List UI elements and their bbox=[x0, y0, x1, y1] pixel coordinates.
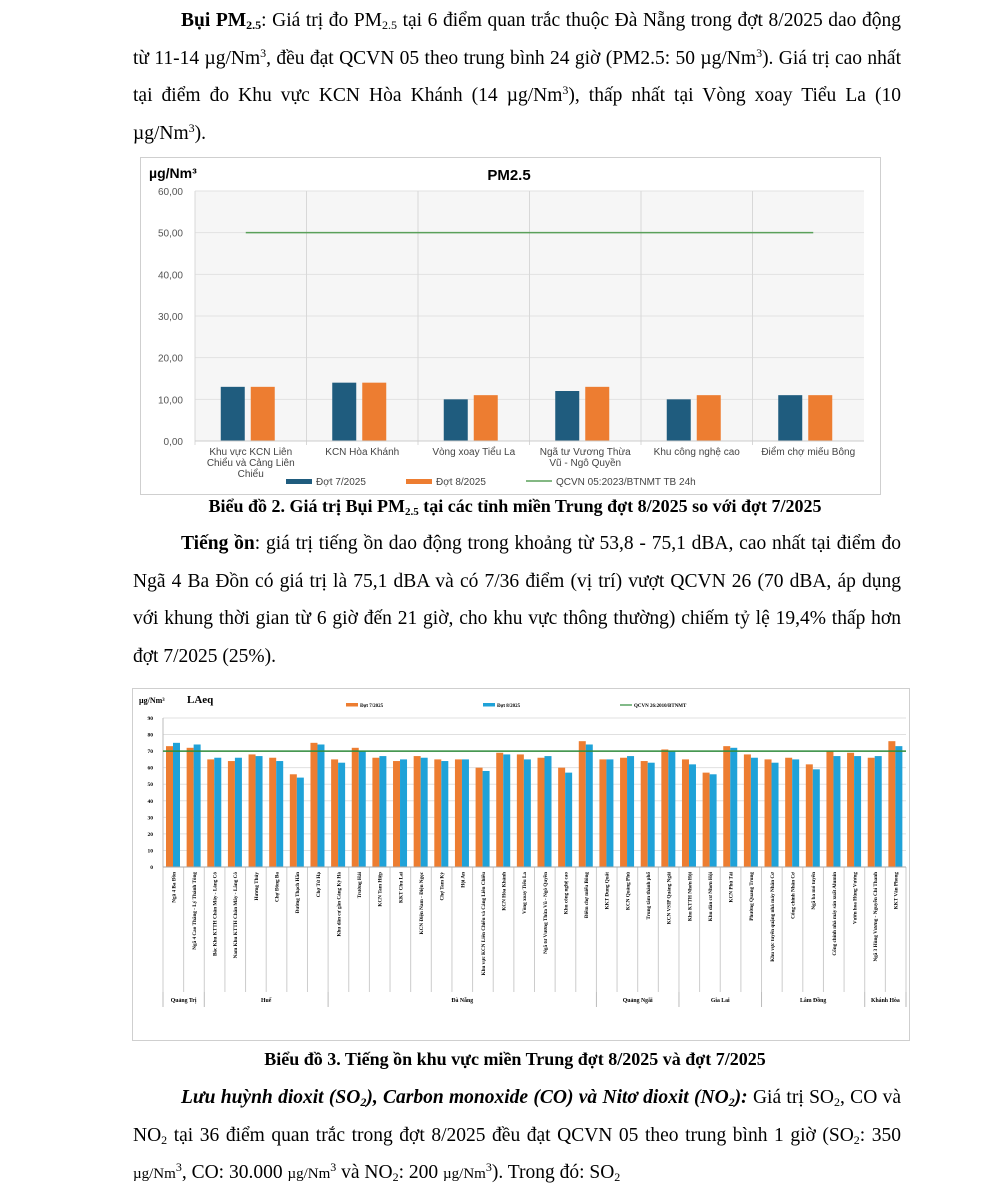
x-tick-label: Trường Hải bbox=[357, 872, 364, 899]
bar-dot-8-2025 bbox=[256, 756, 263, 867]
bar-dot-7-2025 bbox=[393, 761, 400, 867]
text-run: ), thấp nhất tại Vòng xoay Tiểu La (10 µg/Nm bbox=[133, 85, 901, 144]
bar-dot-7-2025 bbox=[331, 759, 338, 867]
caption-chart-2 bbox=[100, 496, 930, 517]
bar-dot-8-2025 bbox=[441, 761, 448, 867]
bar-dot-8-2025 bbox=[606, 759, 613, 867]
bar-dot-7-2025 bbox=[558, 768, 565, 867]
subscript-text: 2 bbox=[614, 1170, 621, 1184]
superscript-text: 3 bbox=[756, 45, 763, 60]
x-tick-label: Nam Khu KTTH Chân Mây - Lăng Cô bbox=[233, 872, 240, 959]
text-run: , CO: 30.000 bbox=[181, 1162, 288, 1183]
text-run: Tiếng ồn bbox=[181, 533, 255, 554]
bar-dot-7-2025 bbox=[599, 759, 606, 867]
x-tick-label: Vòng xoay Tiểu La bbox=[432, 447, 516, 458]
chart-pm25-svg bbox=[141, 158, 880, 494]
y-axis-unit: µg/Nm³ bbox=[149, 165, 197, 181]
y-tick-label: 30 bbox=[147, 815, 153, 822]
x-tick-label: Cổng chính Nhân Cơ bbox=[790, 872, 797, 919]
bar-dot-7-2025 bbox=[744, 754, 751, 867]
bar-dot-7-2025 bbox=[517, 754, 524, 867]
bar-dot-8-2025 bbox=[751, 758, 758, 867]
bar-dot-7-2025 bbox=[496, 753, 503, 867]
bar-dot-8-2025 bbox=[362, 383, 386, 441]
x-tick-label: Chợ Đông Ba bbox=[274, 872, 281, 902]
y-tick-label: 60,00 bbox=[157, 187, 183, 198]
bar-dot-7-2025 bbox=[455, 759, 462, 867]
legend-swatch bbox=[483, 703, 495, 707]
y-tick-label: 20 bbox=[147, 831, 153, 838]
bar-dot-8-2025 bbox=[627, 756, 634, 867]
bar-dot-7-2025 bbox=[826, 751, 833, 867]
bar-dot-8-2025 bbox=[483, 771, 490, 867]
x-tick-label: Trung tâm thành phố bbox=[646, 872, 653, 920]
bar-dot-8-2025 bbox=[895, 746, 902, 867]
bar-dot-7-2025 bbox=[166, 746, 173, 867]
x-tick-label: Ngã 3 Hùng Vương - Nguyễn Chí Thanh bbox=[873, 872, 880, 962]
y-tick-label: 90 bbox=[147, 716, 153, 722]
group-label: Khánh Hòa bbox=[870, 998, 900, 1004]
bar-dot-8-2025 bbox=[545, 756, 552, 867]
bar-dot-7-2025 bbox=[434, 759, 441, 867]
bar-dot-7-2025 bbox=[579, 741, 586, 867]
caption-chart-3: Biểu đồ 3. Tiếng ồn khu vực miền Trung đợt 8/2025 và đợt 7/2025 bbox=[264, 1049, 766, 1069]
subscript-text: 2 bbox=[360, 1095, 367, 1109]
text-run: ). bbox=[194, 122, 207, 144]
x-tick-label: Điểm chợ miếu Bông bbox=[761, 447, 856, 458]
bar-dot-8-2025 bbox=[792, 759, 799, 867]
x-tick-label: KKT Vân Phong bbox=[893, 872, 900, 910]
legend-label: Đợt 7/2025 bbox=[316, 477, 366, 488]
bar-dot-8-2025 bbox=[808, 395, 832, 441]
text-run: ). Giá trị cao nhất tại điểm đo Khu vực KCN Hòa Khánh (14 µg/Nm bbox=[133, 47, 901, 106]
y-tick-label: 10,00 bbox=[157, 395, 183, 407]
bar-dot-7-2025 bbox=[765, 759, 772, 867]
y-tick-label: 30,00 bbox=[157, 312, 183, 323]
text-run: ), Carbon monoxide (CO) và Nitơ dioxit (NO bbox=[366, 1087, 729, 1108]
text-run: tại 6 điểm quan trắc thuộc Đà Nẵng trong đợt 8/2025 dao động từ 11-14 µg/Nm bbox=[133, 10, 901, 69]
text-run: µg/Nm bbox=[133, 1166, 176, 1182]
bar-dot-8-2025 bbox=[400, 759, 407, 867]
text-run: , đều đạt QCVN 05 theo trung bình 24 giờ (PM2.5: 50 µg/Nm bbox=[266, 47, 757, 69]
x-tick-label: Khu vực tuyển quặng nhà máy Nhân Cơ bbox=[769, 872, 776, 962]
legend-swatch bbox=[346, 703, 358, 707]
bar-dot-8-2025 bbox=[730, 748, 737, 867]
text-run: µg/Nm bbox=[443, 1166, 486, 1182]
text-run: : Giá trị đo PM bbox=[261, 10, 383, 31]
bar-dot-7-2025 bbox=[723, 746, 730, 867]
bar-dot-8-2025 bbox=[854, 756, 861, 867]
bar-dot-8-2025 bbox=[421, 758, 428, 867]
x-tick-label: KCN VSIP Quảng Ngãi bbox=[666, 872, 673, 925]
paragraph-noise bbox=[133, 525, 901, 675]
bar-dot-7-2025 bbox=[476, 768, 483, 867]
group-label: Quảng Ngãi bbox=[622, 998, 653, 1004]
x-tick-label: Ngã 4 Cao Thắng - Lý Thánh Tông bbox=[191, 872, 198, 950]
subscript-text: 2 bbox=[161, 1132, 168, 1147]
bar-dot-8-2025 bbox=[524, 759, 531, 867]
group-label: Lâm Đồng bbox=[799, 998, 827, 1004]
y-tick-label: 50,00 bbox=[157, 228, 183, 240]
y-tick-label: 0,00 bbox=[163, 437, 183, 448]
bar-dot-8-2025 bbox=[462, 759, 469, 867]
x-tick-label: KCN Quảng Phú bbox=[625, 872, 632, 911]
y-tick-label: 80 bbox=[147, 732, 153, 739]
bar-dot-8-2025 bbox=[214, 758, 221, 867]
bar-dot-7-2025 bbox=[641, 761, 648, 867]
legend-swatch bbox=[406, 479, 432, 484]
legend-label: QCVN 26:2010/BTNMT bbox=[634, 704, 687, 709]
bar-dot-8-2025 bbox=[875, 756, 882, 867]
bar-dot-7-2025 bbox=[269, 758, 276, 867]
x-tick-label: Phường Quang Trung bbox=[749, 872, 756, 921]
bar-dot-7-2025 bbox=[249, 754, 256, 867]
superscript-text: 3 bbox=[260, 45, 267, 60]
bar-dot-8-2025 bbox=[338, 763, 345, 867]
x-tick-label: KCN Phú Tài bbox=[728, 872, 735, 903]
x-tick-label: Ngã tư Vương Thừa bbox=[539, 447, 631, 458]
x-tick-label: Khu vực KCN Liên bbox=[209, 447, 293, 458]
x-tick-label: Hương Thủy bbox=[253, 872, 260, 901]
text-run: và NO bbox=[336, 1162, 393, 1183]
bar-dot-7-2025 bbox=[310, 743, 317, 867]
caption-text: Biểu đồ 2. Giá trị Bụi PM bbox=[208, 496, 405, 516]
bar-dot-7-2025 bbox=[372, 758, 379, 867]
y-tick-label: 50 bbox=[147, 782, 153, 789]
y-tick-label: 60 bbox=[147, 765, 153, 772]
text-run: µg/Nm bbox=[287, 1166, 331, 1182]
bar-dot-8-2025 bbox=[251, 387, 275, 441]
text-run: Giá trị SO bbox=[747, 1087, 834, 1108]
x-tick-label: KCN Tam Hiệp bbox=[377, 872, 384, 907]
legend-label: QCVN 05:2023/BTNMT TB 24h bbox=[556, 477, 696, 488]
superscript-text: 3 bbox=[330, 1160, 337, 1174]
bar-dot-7-2025 bbox=[290, 774, 297, 867]
superscript-text: 3 bbox=[562, 83, 569, 97]
bar-dot-7-2025 bbox=[806, 764, 813, 867]
superscript-text: 3 bbox=[175, 1160, 182, 1174]
bar-dot-7-2025 bbox=[778, 395, 802, 441]
bar-dot-7-2025 bbox=[555, 391, 579, 441]
legend-label: Đợt 8/2025 bbox=[497, 704, 521, 709]
x-tick-label: Ngã tư Vương Thừa Vũ - Ngô Quyền bbox=[542, 872, 549, 954]
bar-dot-8-2025 bbox=[359, 751, 366, 867]
bar-dot-8-2025 bbox=[317, 744, 324, 867]
x-tick-label: Hội An bbox=[460, 872, 467, 888]
x-tick-label: Vũ - Ngô Quyền bbox=[549, 458, 622, 469]
bar-dot-8-2025 bbox=[276, 761, 283, 867]
bar-dot-7-2025 bbox=[538, 758, 545, 867]
text-run: , CO và NO bbox=[133, 1087, 901, 1146]
bar-dot-7-2025 bbox=[444, 399, 468, 441]
bar-dot-7-2025 bbox=[847, 753, 854, 867]
bar-dot-8-2025 bbox=[833, 756, 840, 867]
x-tick-label: Chợ Tứ Hạ bbox=[315, 872, 322, 898]
bar-dot-8-2025 bbox=[565, 773, 572, 867]
text-run: : 200 bbox=[398, 1162, 444, 1183]
group-label: Gia Lai bbox=[710, 998, 730, 1004]
text-run: Bụi PM bbox=[181, 10, 247, 31]
legend-label: Đợt 7/2025 bbox=[360, 704, 384, 709]
subscript-text: 2 bbox=[834, 1095, 840, 1109]
x-tick-label: Điểm chợ miếu Bông bbox=[584, 872, 591, 919]
x-tick-label: Khu vực KCN Liên Chiểu và Cảng Liên Chiểu bbox=[480, 872, 487, 976]
bar-dot-8-2025 bbox=[503, 754, 510, 867]
caption-text: tại các tỉnh miền Trung đợt 8/2025 so với đợt 7/2025 bbox=[418, 496, 822, 516]
y-tick-label: 20,00 bbox=[157, 353, 183, 365]
group-label: Quảng Trị bbox=[170, 998, 197, 1004]
bar-dot-8-2025 bbox=[697, 395, 721, 441]
bar-dot-7-2025 bbox=[785, 758, 792, 867]
group-label: Đà Nẵng bbox=[451, 998, 474, 1004]
bar-dot-8-2025 bbox=[710, 774, 717, 867]
bar-dot-7-2025 bbox=[228, 761, 235, 867]
x-tick-label: Ngã 4 Ba Đồn bbox=[171, 872, 178, 903]
text-run: : 350 bbox=[859, 1124, 901, 1146]
subscript-text: 2.5 bbox=[382, 18, 398, 32]
bar-dot-8-2025 bbox=[379, 756, 386, 867]
subscript-text: 2 bbox=[728, 1095, 735, 1109]
x-tick-label: KCN Hòa Khánh bbox=[501, 872, 508, 911]
y-tick-label: 0 bbox=[150, 865, 153, 871]
x-tick-label: Chiểu bbox=[237, 469, 264, 480]
bar-dot-8-2025 bbox=[689, 764, 696, 867]
bar-dot-7-2025 bbox=[187, 748, 194, 867]
bar-dot-8-2025 bbox=[648, 763, 655, 867]
chart-noise bbox=[132, 688, 910, 1041]
text-run: ): bbox=[734, 1087, 748, 1108]
x-tick-label: Vòng xoay Tiểu La bbox=[522, 872, 529, 915]
subscript-text: 2 bbox=[853, 1132, 860, 1147]
bar-dot-7-2025 bbox=[352, 748, 359, 867]
caption-subscript: 2.5 bbox=[405, 506, 419, 518]
bar-dot-7-2025 bbox=[868, 758, 875, 867]
text-run: : giá trị tiếng ồn dao động trong khoảng từ 53,8 - 75,1 dBA, cao nhất tại điểm đo Ngã 4 Ba Đồn có giá trị là 75,1 dBA và có 7/36 điểm (vị trí) vượt QCVN 26 (70 dBA, áp dụng với khung thời gian từ 6 giờ đến 21 giờ, cho khu vực thông thường) chiếm tỷ lệ 19,4% thấp hơn đợt 7/2025 (25%). bbox=[133, 533, 901, 667]
x-tick-label: Bắc Khu KTTH Chân Mây - Lăng Cô bbox=[212, 872, 219, 957]
x-tick-label: Khu dân cư gần Cảng Kỳ Hà bbox=[336, 872, 343, 937]
bar-dot-7-2025 bbox=[332, 383, 356, 441]
x-tick-label: KKT Chu Lai bbox=[398, 872, 405, 904]
x-tick-label: Chợ Tam Kỳ bbox=[439, 872, 446, 901]
chart-title: LAeq bbox=[187, 694, 214, 706]
x-tick-label: KCN Điện Nam - Điện Ngọc bbox=[418, 872, 425, 935]
x-tick-label: Khu dân cư Nhơn Hội bbox=[707, 872, 714, 922]
y-tick-label: 70 bbox=[147, 749, 153, 756]
bar-dot-7-2025 bbox=[703, 773, 710, 867]
bar-dot-8-2025 bbox=[474, 395, 498, 441]
legend-label: Đợt 8/2025 bbox=[436, 477, 486, 488]
bar-dot-7-2025 bbox=[414, 756, 421, 867]
text-run: Lưu huỳnh dioxit (SO bbox=[181, 1087, 361, 1108]
y-axis-unit: µg/Nm³ bbox=[139, 696, 165, 705]
bar-dot-7-2025 bbox=[667, 399, 691, 441]
x-tick-label: Chiểu và Cảng Liên bbox=[206, 458, 295, 469]
y-tick-label: 40 bbox=[147, 798, 153, 805]
y-tick-label: 10 bbox=[147, 848, 153, 855]
superscript-text: 3 bbox=[188, 120, 195, 135]
bar-dot-8-2025 bbox=[668, 751, 675, 867]
x-tick-label: Khu công nghệ cao bbox=[563, 872, 570, 915]
bar-dot-7-2025 bbox=[221, 387, 245, 441]
x-tick-label: KKT Dung Quất bbox=[604, 872, 611, 910]
bar-dot-8-2025 bbox=[585, 387, 609, 441]
x-tick-label: Đường Thạch Hãn bbox=[295, 872, 302, 914]
bar-dot-7-2025 bbox=[682, 759, 689, 867]
text-run: ). Trong đó: SO bbox=[491, 1162, 615, 1183]
superscript-text: 3 bbox=[485, 1160, 492, 1174]
text-run: tại 36 điểm quan trắc trong đợt 8/2025 đều đạt QCVN 05 theo trung bình 1 giờ (SO bbox=[167, 1124, 854, 1146]
y-tick-label: 40,00 bbox=[157, 270, 183, 282]
chart-pm25 bbox=[140, 157, 881, 495]
bar-dot-8-2025 bbox=[235, 758, 242, 867]
bar-dot-7-2025 bbox=[620, 758, 627, 867]
bar-dot-8-2025 bbox=[194, 744, 201, 867]
bar-dot-7-2025 bbox=[661, 749, 668, 867]
x-tick-label: Khu công nghệ cao bbox=[653, 447, 740, 458]
x-tick-label: Vườn hoa Hùng Vương bbox=[852, 872, 859, 925]
legend-swatch bbox=[286, 479, 312, 484]
x-tick-label: Cổng chính nhà máy sản xuất Alumin bbox=[831, 872, 838, 956]
bar-dot-7-2025 bbox=[888, 741, 895, 867]
paragraph-so2-co-no2 bbox=[133, 1079, 901, 1194]
bar-dot-8-2025 bbox=[586, 744, 593, 867]
subscript-text: 2 bbox=[392, 1170, 399, 1184]
bar-dot-8-2025 bbox=[813, 769, 820, 867]
chart-title: PM2.5 bbox=[487, 167, 531, 184]
subscript-text: 2.5 bbox=[246, 18, 262, 32]
bar-dot-7-2025 bbox=[207, 759, 214, 867]
bar-dot-8-2025 bbox=[297, 778, 304, 867]
x-tick-label: Khu KTTH Nhơn Hội bbox=[687, 872, 694, 922]
paragraph-pm25 bbox=[133, 2, 901, 152]
bar-dot-8-2025 bbox=[173, 743, 180, 867]
x-tick-label: KCN Hòa Khánh bbox=[325, 447, 400, 458]
group-label: Huế bbox=[261, 998, 272, 1004]
bar-dot-8-2025 bbox=[772, 763, 779, 867]
chart-noise-svg bbox=[133, 689, 909, 1040]
x-tick-label: Ngã ba mỏ tuyển bbox=[811, 872, 818, 910]
